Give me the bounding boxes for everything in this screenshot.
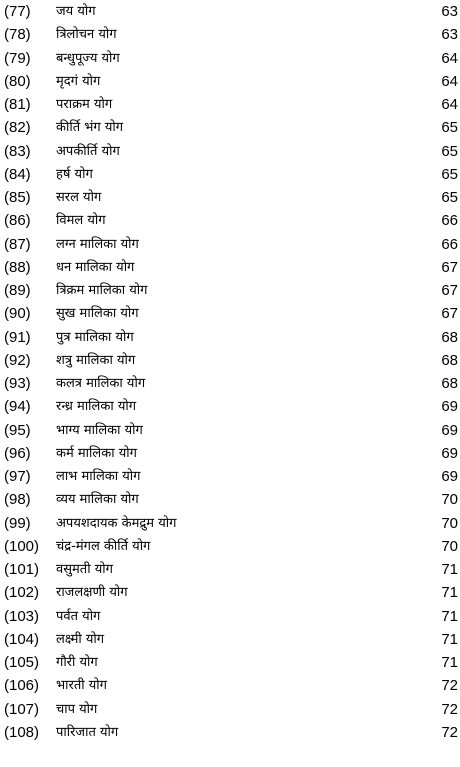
entry-title: चाप योग [56,701,98,717]
entry-title: पुत्र मालिका योग [56,329,134,345]
toc-entry [0,651,460,675]
entry-number: (87) [4,235,31,253]
entry-number: (100) [4,537,40,555]
entry-page-number: 72 [441,723,458,741]
entry-title: बन्धुपूज्य योग [56,50,120,66]
toc-entry [0,23,460,47]
entry-title: लक्ष्मी योग [56,631,105,647]
entry-page-number: 67 [441,258,458,276]
entry-number: (93) [4,375,31,392]
toc-entry [0,605,460,629]
entry-title: पराक्रम योग [56,97,113,112]
entry-number: (86) [4,212,31,230]
entry-page-number: 71 [441,561,458,578]
toc-entry [0,465,460,489]
toc-entry [0,488,460,512]
entry-number: (103) [4,607,40,625]
toc-entry [0,698,460,722]
toc-entry [0,558,460,582]
entry-title: गौरी योग [56,655,98,670]
entry-title: शत्रु मालिका योग [56,352,136,368]
entry-page-number: 65 [441,165,458,183]
toc-entry [0,0,460,24]
entry-number: (79) [4,49,31,67]
entry-title: कलत्र मालिका योग [56,376,146,391]
entry-page-number: 70 [441,491,458,509]
entry-number: (98) [4,491,31,509]
entry-number: (88) [4,258,31,276]
entry-number: (91) [4,328,31,346]
entry-title: अपकीर्ति योग [56,143,120,159]
entry-title: राजलक्षणी योग [56,585,128,601]
entry-page-number: 71 [441,607,458,625]
toc-entry [0,349,460,373]
entry-page-number: 66 [441,212,458,230]
toc-entry [0,674,460,698]
entry-number: (96) [4,444,31,462]
toc-entry [0,721,460,745]
entry-page-number: 64 [441,72,458,90]
entry-page-number: 69 [441,421,458,439]
toc-entry [0,70,460,94]
entry-number: (97) [4,468,31,485]
entry-number: (83) [4,142,31,160]
entry-title: जय योग [56,4,96,19]
toc-entry [0,163,460,187]
entry-number: (81) [4,96,31,113]
toc-entry [0,535,460,559]
entry-page-number: 68 [441,351,458,369]
toc-entry [0,442,460,466]
entry-number: (99) [4,514,31,532]
entry-page-number: 69 [441,468,458,485]
toc-entry [0,47,460,71]
toc-entry [0,581,460,605]
entry-page-number: 67 [441,305,458,323]
entry-number: (106) [4,677,40,695]
entry-number: (95) [4,421,31,439]
entry-page-number: 66 [441,235,458,253]
entry-title: व्यय मालिका योग [56,492,139,508]
entry-page-number: 71 [441,654,458,671]
entry-page-number: 64 [441,96,458,113]
entry-number: (94) [4,398,31,416]
entry-title: सरल योग [56,190,102,205]
toc-entry [0,256,460,280]
entry-title: सुख मालिका योग [56,306,139,322]
entry-number: (107) [4,700,40,718]
entry-page-number: 69 [441,398,458,416]
entry-title: भारती योग [56,678,107,694]
toc-entry [0,186,460,210]
entry-title: कीर्ति भंग योग [56,120,124,136]
entry-number: (102) [4,584,40,602]
toc-entry [0,628,460,652]
toc-entry [0,279,460,303]
entry-page-number: 71 [441,630,458,648]
entry-title: भाग्य मालिका योग [56,422,143,438]
entry-number: (78) [4,26,31,44]
entry-number: (77) [4,3,31,20]
entry-title: मृदगं योग [56,73,101,89]
entry-title: लग्न मालिका योग [56,236,139,252]
toc-entry [0,302,460,326]
entry-page-number: 65 [441,119,458,137]
entry-page-number: 72 [441,700,458,718]
entry-page-number: 68 [441,328,458,346]
entry-title: त्रिक्रम मालिका योग [56,283,148,298]
entry-number: (104) [4,630,40,648]
entry-number: (105) [4,654,40,671]
entry-title: रन्ध्र मालिका योग [56,399,137,415]
entry-title: विमल योग [56,213,106,229]
entry-page-number: 70 [441,514,458,532]
entry-number: (92) [4,351,31,369]
toc-entry [0,116,460,140]
entry-page-number: 67 [441,282,458,299]
entry-number: (101) [4,561,40,578]
toc-entry [0,419,460,443]
toc-entry [0,209,460,233]
entry-page-number: 65 [441,142,458,160]
entry-page-number: 68 [441,375,458,392]
entry-page-number: 65 [441,189,458,206]
entry-title: पारिजात योग [56,724,119,740]
entry-page-number: 71 [441,584,458,602]
entry-title: वसुमती योग [56,562,113,577]
entry-title: त्रिलोचन योग [56,27,117,43]
entry-page-number: 72 [441,677,458,695]
toc-entry [0,326,460,350]
toc-entry [0,372,460,396]
entry-page-number: 63 [441,3,458,20]
entry-number: (80) [4,72,31,90]
entry-title: कर्म मालिका योग [56,445,137,461]
entry-number: (82) [4,119,31,137]
entry-title: पर्वत योग [56,608,101,624]
entry-title: लाभ मालिका योग [56,469,141,484]
toc-entry [0,395,460,419]
entry-number: (89) [4,282,31,299]
entry-title: हर्ष योग [56,166,93,182]
entry-page-number: 64 [441,49,458,67]
entry-number: (84) [4,165,31,183]
toc-entry [0,140,460,164]
entry-title: धन मालिका योग [56,259,135,275]
toc-entry [0,512,460,536]
entry-page-number: 70 [441,537,458,555]
entry-page-number: 63 [441,26,458,44]
entry-number: (90) [4,305,31,323]
toc-entry [0,93,460,117]
entry-number: (108) [4,723,40,741]
entry-page-number: 69 [441,444,458,462]
entry-number: (85) [4,189,31,206]
entry-title: चंद्र-मंगल कीर्ति योग [56,538,151,554]
entry-title: अपयशदायक केमद्रुम योग [56,515,177,531]
toc-entry [0,233,460,257]
